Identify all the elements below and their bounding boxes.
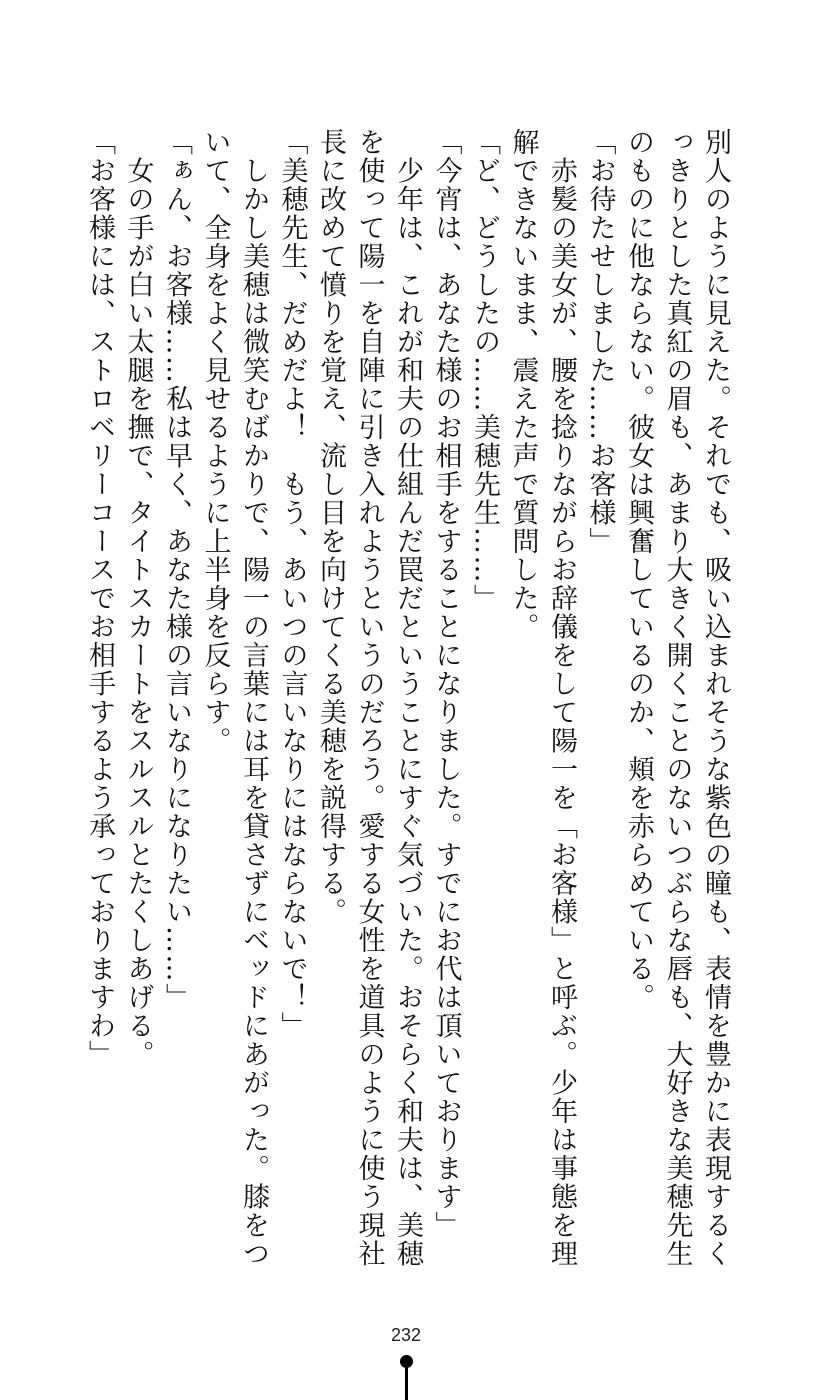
text-line: のものに他ならない。彼女は興奮しているのか、頬を赤らめている。 — [623, 128, 654, 1012]
page-number: 232 — [390, 1325, 422, 1345]
text-line: 「お客様には、ストロベリーコースでお相手するよう承っておりますわ」 — [84, 128, 115, 1069]
text-line: 「ど、どうしたの……美穂先生……」 — [469, 128, 500, 613]
text-line: 赤髪の美女が、腰を捻りながらお辞儀をして陽一を「お客様」と呼ぶ。少年は事態を理 — [546, 128, 577, 1268]
text-line: 「ぁん、お客様……私は早く、あなた様の言いなりになりたい……」 — [161, 128, 192, 1012]
text-line: 解できないまま、震えた声で質問した。 — [507, 128, 539, 641]
text-line: しかし美穂は微笑むばかりで、陽一の言葉には耳を貸さずにベッドにあがった。膝をつ — [238, 128, 269, 1268]
text-line: 長に改めて憤りを覚え、流し目を向けてくる美穂を説得する。 — [315, 128, 346, 926]
text-line: 女の手が白い太腿を撫で、タイトスカートをスルスルとたくしあげる。 — [122, 128, 154, 1069]
text-line: 別人のように見えた。それでも、吸い込まれそうな紫色の瞳も、表情を豊かに表現するく — [700, 128, 731, 1268]
text-line: っきりとした真紅の眉も、あまり大きく開くことのないつぶらな唇も、大好きな美穂先生 — [661, 128, 693, 1268]
text-line: を使って陽一を自陣に引き入れようというのだろう。愛する女性を道具のように使う現社 — [353, 128, 385, 1268]
text-line: 「美穂先生、だめだよ！ もう、あいつの言いなりにはならないで！」 — [276, 128, 308, 1040]
novel-text-body — [84, 128, 731, 1268]
text-line: 「お待たせしました……お客様」 — [584, 128, 616, 556]
page-marker-line — [405, 1366, 408, 1400]
text-line: 「今宵は、あなた様のお相手をすることになりました。すでにお代は頂いております」 — [430, 128, 462, 1240]
text-line: いて、全身をよく見せるように上半身を反らす。 — [199, 128, 231, 755]
text-line: 少年は、これが和夫の仕組んだ罠だということにすぐ気づいた。おそらく和夫は、美穂 — [392, 128, 423, 1268]
